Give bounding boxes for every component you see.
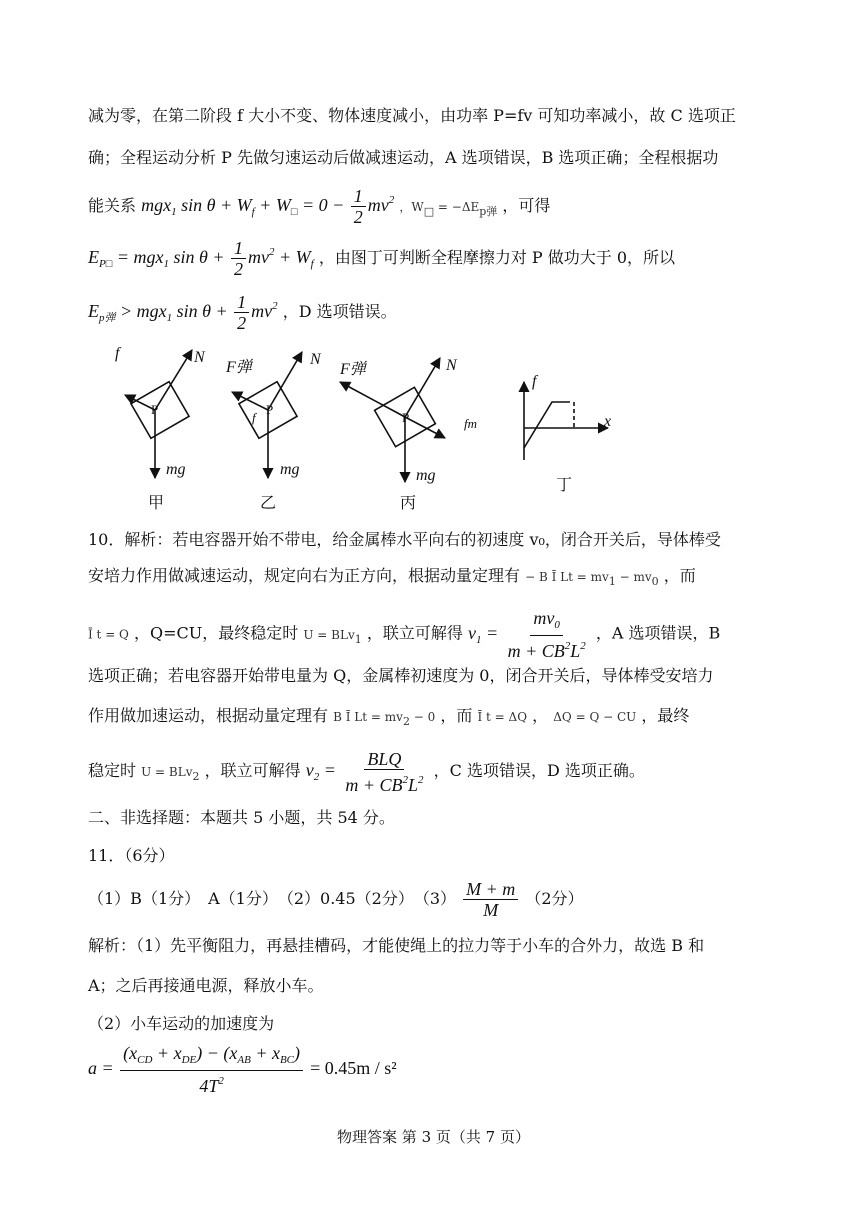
v1-formula: $v_1$ = $\frac{mv_0}{m + CB^2L^2}$: [467, 608, 586, 661]
fig-label-jia: 甲: [148, 495, 165, 510]
q10-line-6: 稳定时 U = BLv2 ，联立可解得 $v_2$ = $\frac{\text{BLQ}}{m + CB^2L^2}$ ，C 选项错误，D 选项正确。: [88, 748, 645, 795]
diagram-bing: [339, 357, 477, 510]
q10-line-2: 安培力作用做减速运动，规定向右为正方向，根据动量定理有 − B Ī Lt = mv1 − mv0 ，而: [88, 566, 696, 588]
acceleration-result: = 0.45m / s²: [310, 1058, 397, 1078]
intro-line-4: [88, 232, 675, 284]
text: ，D 选项错误。: [282, 302, 397, 321]
intro-line-3: 能关系 mgx$_1$ $\sin \theta + W_f + W_□ = 0$ − $\frac{1}{2}$ $mv^2$ ，W□ = −ΔEp弹 ，可得: [88, 186, 551, 228]
fig-label-ding: 丁: [556, 477, 573, 494]
fig-label-bing: 丙: [400, 495, 417, 510]
q11-explain-2: A；之后再接通电源，释放小车。: [88, 976, 324, 995]
q10-line-4: 选项正确；若电容器开始带电量为 Q，金属棒初速度为 0，闭合开关后，导体棒受安培力: [88, 666, 714, 685]
intro-line-1: 减为零，在第二阶段 f 大小不变、物体速度减小，由功率 P=fv 可知功率减小，故 C 选项正: [88, 106, 736, 125]
text: （1）B（1分） A（1分） （2）0.45（2分） （3）: [88, 889, 457, 908]
text: ，而: [663, 566, 696, 585]
q11-explain-1: 解析：（1）先平衡阻力，再悬挂槽码，才能使绳上的拉力等于小车的合外力，故选 B 和: [88, 936, 705, 955]
label-N: N: [310, 351, 321, 368]
text: 作用做加速运动，根据动量定理有: [88, 706, 329, 725]
text: ，联立可解得: [366, 623, 463, 643]
inequality: $E_{p弹} > mgx_1$ sin θ + $\frac{1}{2}$ $mv^2$: [88, 292, 278, 334]
text: ，可得: [502, 196, 551, 215]
text: ，C 选项错误，D 选项正确。: [433, 761, 645, 780]
intro-line-2: 确；全程运动分析 P 先做匀速运动后做减速运动，A 选项错误，B 选项正确；全程根据功: [88, 148, 719, 167]
axis-f-label: f: [532, 373, 537, 390]
label-fm: fm: [464, 416, 477, 431]
text: 稳定时: [88, 761, 137, 780]
force-diagrams: [100, 340, 640, 510]
energy-equation: mgx$_1$ $\sin \theta + W_f + W_□ = 0$ − $\frac{1}{2}$ $mv^2$: [141, 186, 395, 228]
label-F-spring: F弹: [226, 359, 252, 376]
elastic-energy-equation: $E_{P□} = mgx_1$ sin θ + $\frac{1}{2}$ $mv^2 + W_f$: [88, 238, 314, 280]
label-N: N: [194, 349, 205, 366]
diagram-yi: [225, 351, 322, 510]
q11-heading: 11．（6分）: [88, 846, 175, 865]
label-P: P: [266, 402, 274, 417]
label-mg: mg: [280, 461, 300, 478]
text: ，: [532, 706, 549, 725]
text: ，由图丁可判断全程摩擦力对 P 做功大于 0，所以: [318, 248, 676, 267]
text: ，联立可解得: [204, 761, 301, 780]
q11-answers: [88, 872, 584, 925]
text: ，最终: [641, 706, 690, 725]
text: ，Q=CU，最终稳定时: [134, 623, 299, 643]
label-mg: mg: [166, 461, 186, 478]
section-heading: 二、非选择题：本题共 5 小题，共 54 分。: [88, 808, 395, 827]
label-P: P: [402, 410, 410, 425]
axis-x-label: x: [604, 413, 612, 430]
label-f: f: [115, 345, 120, 362]
text: 能关系: [88, 196, 137, 215]
q10-line-5: 作用做加速运动，根据动量定理有 B Ī Lt = mv2 − 0 ，而 Ī t = ΔQ ， ΔQ = Q − CU ，最终: [88, 706, 690, 728]
q10-line-1: 10．解析：若电容器开始不带电，给金属棒水平向右的初速度 v₀，闭合开关后，导体棒受: [88, 530, 721, 549]
q10-line-3: Ī t = Q ，Q=CU，最终稳定时 U = BLv1 ，联立可解得 $v_1$ = $\frac{mv_0}{m + CB^2L^2}$ ，A 选项错误，B: [88, 608, 721, 661]
text: ，A 选项错误，B: [595, 623, 721, 643]
text: 安培力作用做减速运动，规定向右为正方向，根据动量定理有: [88, 566, 521, 585]
q11-explain-3: （2）小车运动的加速度为: [88, 1014, 275, 1033]
page-footer: 物理答案 第 3 页（共 7 页）: [337, 1128, 530, 1146]
label-N: N: [446, 357, 457, 374]
acceleration-formula: a = $\frac{(x_{CD} + x_{DE}) - (x_{AB} + x_{BC})}{4T^2}$ = 0.45m / s²: [88, 1043, 397, 1097]
text: （2分）: [525, 889, 584, 908]
ratio-formula: $\frac{M + m}{M}$: [461, 888, 520, 908]
diagram-ding: [524, 373, 611, 494]
label-f: f: [252, 410, 256, 425]
intro-line-5: [88, 286, 397, 338]
label-mg: mg: [416, 467, 436, 484]
diagram-jia: [115, 345, 206, 510]
v2-formula: $v_2$ = $\frac{\text{BLQ}}{m + CB^2L^2}$: [305, 748, 424, 795]
text: ，而: [440, 706, 473, 725]
fig-label-yi: 乙: [260, 495, 277, 510]
label-P: P: [151, 402, 159, 417]
label-F-spring: F弹: [340, 361, 366, 378]
